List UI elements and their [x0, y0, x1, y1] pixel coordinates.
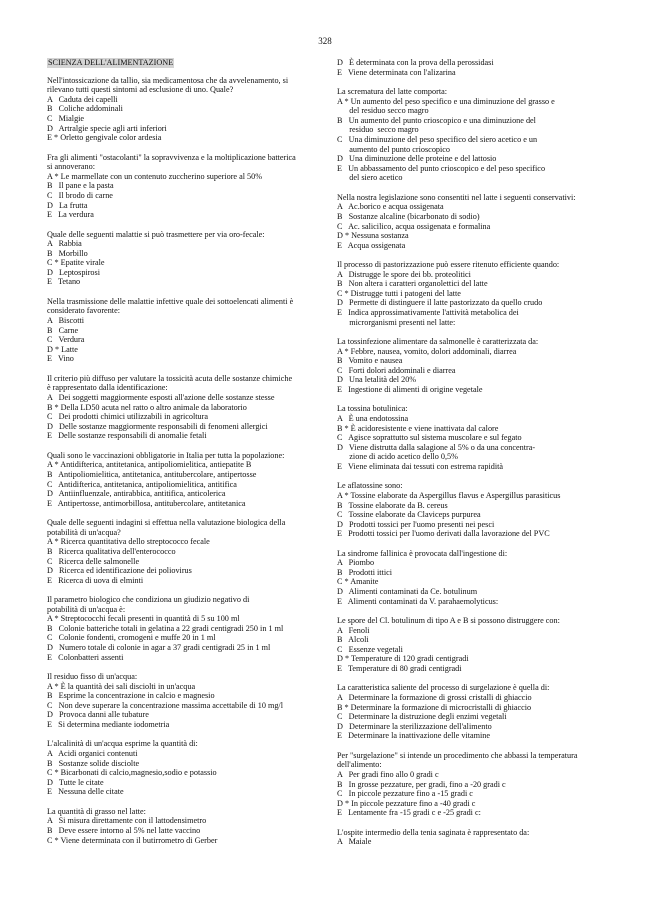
answer-option: E La verdura	[47, 210, 94, 220]
answer-option: C Tossine elaborate da Claviceps purpurea	[337, 510, 481, 520]
answer-option: D Antiinfluenzale, antirabbica, antitifica, anticolerica	[47, 489, 226, 499]
answer-option: C * Bicarbonati di calcio,magnesio,sodio e potassio	[47, 768, 217, 778]
answer-option: D * Nessuna sostanza	[337, 231, 409, 241]
answer-option: E Tetano	[47, 277, 81, 287]
question-text: L'ospite intermedio della tenia saginata è rappresentato da:	[337, 827, 530, 837]
question-block	[47, 595, 319, 662]
answer-option: C * Distrugge tutti i patogeni del latte	[337, 288, 461, 298]
answer-option: B Coliche addominali	[47, 104, 123, 114]
answer-option: A Caduta dei capelli	[47, 94, 118, 104]
answer-option: D Prodotti tossici per l'uomo presenti nei pesci	[337, 519, 495, 529]
answer-option: D Delle sostanze maggiormente responsabili di fenomeni allergici	[47, 421, 268, 431]
question-text: La quantità di grasso nel latte:	[47, 806, 146, 816]
page-number: 328	[318, 36, 332, 46]
answer-option: B Tossine elaborate da B. cereus	[337, 500, 448, 510]
answer-option: E Temperature di 80 gradi centigradi	[337, 664, 462, 674]
right-question-list	[337, 58, 612, 847]
question-block	[337, 58, 612, 77]
right-column	[337, 58, 612, 857]
question-block	[337, 828, 612, 847]
question-text: Il criterio più diffuso per valutare la tossicità acuta delle sostanze chimiche è rappresentato dalla identificazione:	[47, 373, 293, 393]
answer-option: B Ricerca qualitativa dell'enterococco	[47, 546, 176, 556]
answer-option: A * Ricerca quantitativa dello streptococco fecale	[47, 537, 210, 547]
answer-option: D Una diminuzione delle proteine e del lattosio	[337, 154, 497, 164]
answer-option: C Il brodo di carne	[47, 190, 113, 200]
question-block	[337, 193, 612, 251]
answer-option: C * Epatite virale	[47, 258, 105, 268]
answer-option: A * Tossine elaborate da Aspergillus flavus e Aspergillus parasiticus	[337, 490, 561, 500]
answer-option: B Vomito e nausea	[337, 356, 403, 366]
answer-option: E Ricerca di uova di elminti	[47, 575, 144, 585]
question-block	[337, 337, 612, 395]
answer-option: C Essenze vegetali	[337, 644, 403, 654]
answer-option: E Delle sostanze responsabili di anomalie fetali	[47, 431, 207, 441]
question-text: Il parametro biologico che condiziona un giudizio negativo di potabilità di un'acqua è:	[47, 595, 250, 614]
question-text: La tossinfezione alimentare da salmonelle è caratterizzata da:	[337, 337, 539, 347]
answer-option: B Antipoliomielitica, antitetanica, antitubercolare, antipertosse	[47, 469, 257, 479]
answer-option: B Sostanze alcaline (bicarbonato di sodio)	[337, 211, 480, 221]
question-text: Le spore del Cl. botulinum di tipo A e B si possono distruggere con:	[337, 616, 560, 626]
answer-option: A Dei soggetti maggiormente esposti all'azione delle sostanze stesse	[47, 393, 275, 402]
answer-option: C Determinare la distruzione degli enzimi vegetali	[337, 712, 507, 722]
answer-option: C Antidifterica, antitetanica, antipoliomielitica, antitifica	[47, 479, 237, 489]
answer-option: C Forti dolori addominali e diarrea	[337, 365, 456, 375]
answer-option: D Permette di distinguere il latte pastorizzato da quello crudo	[337, 298, 543, 308]
question-text: Quali sono le vaccinazioni obbligatorie in Italia per tutta la popolazione:	[47, 450, 285, 460]
answer-option: D Ricerca ed identificazione dei poliovirus	[47, 566, 192, 576]
answer-option: C Una diminuzione del peso specifico del siero acetico e un aumento del punto crioscopico	[337, 134, 538, 154]
question-text: Il processo di pastorizzazione può essere ritenuto efficiente quando:	[337, 260, 560, 270]
answer-option: D Leptospirosi	[47, 267, 100, 277]
question-block	[47, 153, 319, 220]
answer-option: A Per gradi fino allo 0 gradi c	[337, 769, 439, 779]
answer-option: D La frutta	[47, 200, 88, 210]
section-title: SCIENZA DELL'ALIMENTAZIONE	[48, 58, 174, 67]
question-block	[337, 481, 612, 539]
question-text: La scrematura del latte comporta:	[337, 86, 448, 96]
answer-option: B * Della LD50 acuta nel ratto o altro animale da laboratorio	[47, 402, 247, 412]
answer-option: E Nessuna delle citate	[47, 787, 124, 797]
answer-option: A Acidi organici contenuti	[47, 748, 138, 758]
answer-option: A Ac.borico e acqua ossigenata	[337, 202, 444, 212]
question-block	[337, 751, 612, 818]
answer-option: D * In piccole pezzature fino a -40 gradi c	[337, 798, 476, 808]
answer-option: E Determinare la inattivazione delle vitamine	[337, 731, 490, 741]
question-block	[47, 739, 319, 797]
answer-option: A * È la quantità dei sali disciolti in un'acqua	[47, 681, 196, 691]
question-text: Quale delle seguenti malattie si può trasmettere per via oro-fecale:	[47, 229, 265, 239]
answer-option: C * Viene determinata con il butirrometro di Gerber	[47, 835, 218, 845]
answer-option: A * Streptococchi fecali presenti in quantità di 5 su 100 ml	[47, 614, 240, 624]
answer-option: E * Orletto gengivale color ardesia	[47, 133, 162, 143]
question-text: Il residuo fisso di un'acqua:	[47, 672, 138, 682]
answer-option: E Prodotti tossici per l'uomo derivati dalla lavorazione del PVC	[337, 529, 550, 539]
answer-option: A Determinare la formazione di grossi cristalli di ghiaccio	[337, 693, 532, 703]
answer-option: B Sostanze solide disciolte	[47, 758, 140, 768]
question-text: Nell'intossicazione da tallio, sia medicamentosa che da avvelenamento, si rilevano tutti questi sintomi ad esclusione di uno. Quale?	[47, 75, 289, 95]
answer-option: E Un abbassamento del punto crioscopico e del peso specifico del siero acetico	[337, 163, 546, 183]
answer-option: E Ingestione di alimenti di origine vegetale	[337, 385, 483, 394]
question-block	[47, 374, 319, 441]
answer-option: E Lentamente fra -15 gradi c e -25 gradi c:	[337, 808, 481, 818]
answer-option: E Indica approssimativamente l'attività metabolica dei microrganismi presenti nel latte:	[337, 308, 519, 327]
left-column	[47, 58, 319, 855]
answer-option: B In grosse pezzature, per gradi, fino a -20 gradi c	[337, 779, 506, 789]
answer-option: A Fenoli	[337, 625, 370, 635]
answer-option: A Si misura direttamente con il lattodensimetro	[47, 816, 207, 826]
answer-option: C In piccole pezzature fino a -15 gradi c	[337, 789, 473, 799]
answer-option: B Un aumento del punto crioscopico e una diminuzione del residuo secco magro	[337, 115, 536, 135]
answer-option: E Colonbatteri assenti	[47, 652, 124, 662]
question-block	[47, 76, 319, 143]
answer-option: A Biscotti	[47, 316, 85, 326]
answer-option: E Vino	[47, 354, 74, 364]
answer-option: E Alimenti contaminati da V. parahaemolyticus:	[337, 596, 499, 606]
answer-option: C Ricerca delle salmonelle	[47, 556, 140, 566]
answer-option: D Alimenti contaminati da Ce. botulinum	[337, 587, 478, 597]
question-text: Nella nostra legislazione sono consentiti nel latte i seguenti conservativi:	[337, 192, 576, 202]
question-text: Per "surgelazione" si intende un procedimento che abbassi la temperatura dell'alimento:	[337, 750, 578, 770]
answer-option: C Non deve superare la concentrazione massima accettabile di 10 mg/l	[47, 700, 283, 710]
question-block	[337, 549, 612, 607]
answer-option: E Si determina mediante iodometria	[47, 720, 170, 729]
answer-option: D * Temperature di 120 gradi centigradi	[337, 654, 469, 664]
answer-option: A È una endotossina	[337, 413, 409, 423]
answer-option: A Maiale	[337, 837, 372, 847]
answer-option: A Distrugge le spore dei bb. proteolitici	[337, 269, 471, 279]
answer-option: B * È acidoresistente e viene inattivata dal calore	[337, 423, 499, 433]
answer-option: C Dei prodotti chimici utilizzabili in agricoltura	[47, 412, 208, 422]
answer-option: B Prodotti ittici	[337, 567, 393, 577]
question-text: Nella trasmissione delle malattie infettive quale dei sottoelencati alimenti è considerato favorente:	[47, 296, 294, 316]
answer-option: B Morbillo	[47, 248, 88, 258]
answer-option: E Viene eliminata dai tessuti con estrema rapidità	[337, 461, 504, 471]
answer-option: B Esprime la concentrazione in calcio e magnesio	[47, 691, 215, 701]
question-block	[47, 297, 319, 364]
answer-option: E Antipertosse, antimorbillosa, antitubercolare, antitetanica	[47, 498, 246, 508]
question-block	[337, 683, 612, 741]
question-text: L'alcalinità di un'acqua esprime la quantità di:	[47, 739, 198, 749]
answer-option: C Ac. salicilico, acqua ossigenata e formalina	[337, 221, 491, 231]
answer-option: C Mialgie	[47, 113, 85, 123]
answer-option: B Il pane e la pasta	[47, 181, 114, 191]
question-text: Le aflatossine sono:	[337, 481, 403, 491]
question-block	[47, 672, 319, 730]
question-block	[47, 230, 319, 288]
answer-option: D È determinata con la prova della perossidasi	[337, 58, 494, 67]
question-block	[337, 404, 612, 471]
question-block	[47, 807, 319, 845]
question-block	[337, 260, 612, 327]
answer-option: A * Le marmellate con un contenuto zuccherino superiore al 50%	[47, 171, 263, 181]
answer-option: D Tutte le citate	[47, 777, 104, 787]
answer-option: D Provoca danni alle tubature	[47, 710, 149, 720]
answer-option: B Carne	[47, 325, 79, 335]
question-block	[47, 518, 319, 585]
answer-option: D Viene distrutta dalla salagione al 5% o da una concentra- zione di acido acetico dello 0,5%	[337, 442, 536, 462]
question-block	[47, 451, 319, 509]
question-block	[337, 87, 612, 183]
answer-option: E Viene determinata con l'alizarina	[337, 67, 456, 77]
answer-option: E Acqua ossigenata	[337, 240, 406, 250]
answer-option: B Colonie batteriche totali in gelatina a 22 gradi centigradi 250 in 1 ml	[47, 623, 284, 633]
question-text: La caratteristica saliente del processo di surgelazione è quella di:	[337, 683, 550, 693]
question-block	[337, 616, 612, 674]
answer-option: D * Latte	[47, 344, 78, 354]
answer-option: B * Determinare la formazione di microcristalli di ghiaccio	[337, 702, 532, 712]
question-text: Fra gli alimenti "ostacolanti" la sopravvivenza e la moltiplicazione batterica si annoverano:	[47, 152, 296, 172]
question-text: La tossina botulinica:	[337, 404, 408, 414]
answer-option: A Piombo	[337, 558, 375, 568]
question-text: Quale delle seguenti indagini si effettua nella valutazione biologica della potabilità di un'acqua?	[47, 518, 286, 537]
answer-option: A * Febbre, nausea, vomito, dolori addominali, diarrea	[337, 346, 517, 356]
answer-option: D Una letalità del 20%	[337, 375, 417, 385]
answer-option: D Artralgie specie agli arti inferiori	[47, 123, 167, 133]
answer-option: A Rabbia	[47, 239, 82, 249]
answer-option: A * Un aumento del peso specifico e una diminuzione del grasso e del residuo secco magro	[337, 96, 555, 116]
answer-option: C * Amanite	[337, 577, 379, 587]
answer-option: B Alcoli	[337, 635, 369, 645]
answer-option: A * Antidifterica, antitetanica, antipoliomielitica, antiepatite B	[47, 460, 252, 470]
answer-option: D Determinare la sterilizzazione dell'alimento	[337, 721, 492, 731]
answer-option: B Deve essere intorno al 5% nel latte vaccino	[47, 825, 201, 835]
answer-option: D Numero totale di colonie in agar a 37 gradi centigradi 25 in 1 ml	[47, 643, 271, 653]
answer-option: C Agisce soprattutto sul sistema muscolare e sul fegato	[337, 433, 522, 443]
left-question-list	[47, 76, 319, 846]
answer-option: C Colonie fondenti, cromogeni e muffe 20 in 1 ml	[47, 633, 216, 643]
question-text: La sindrome fallinica è provocata dall'ingestione di:	[337, 548, 508, 558]
answer-option: B Non altera i caratteri organolettici del latte	[337, 279, 488, 289]
answer-option: C Verdura	[47, 335, 85, 345]
